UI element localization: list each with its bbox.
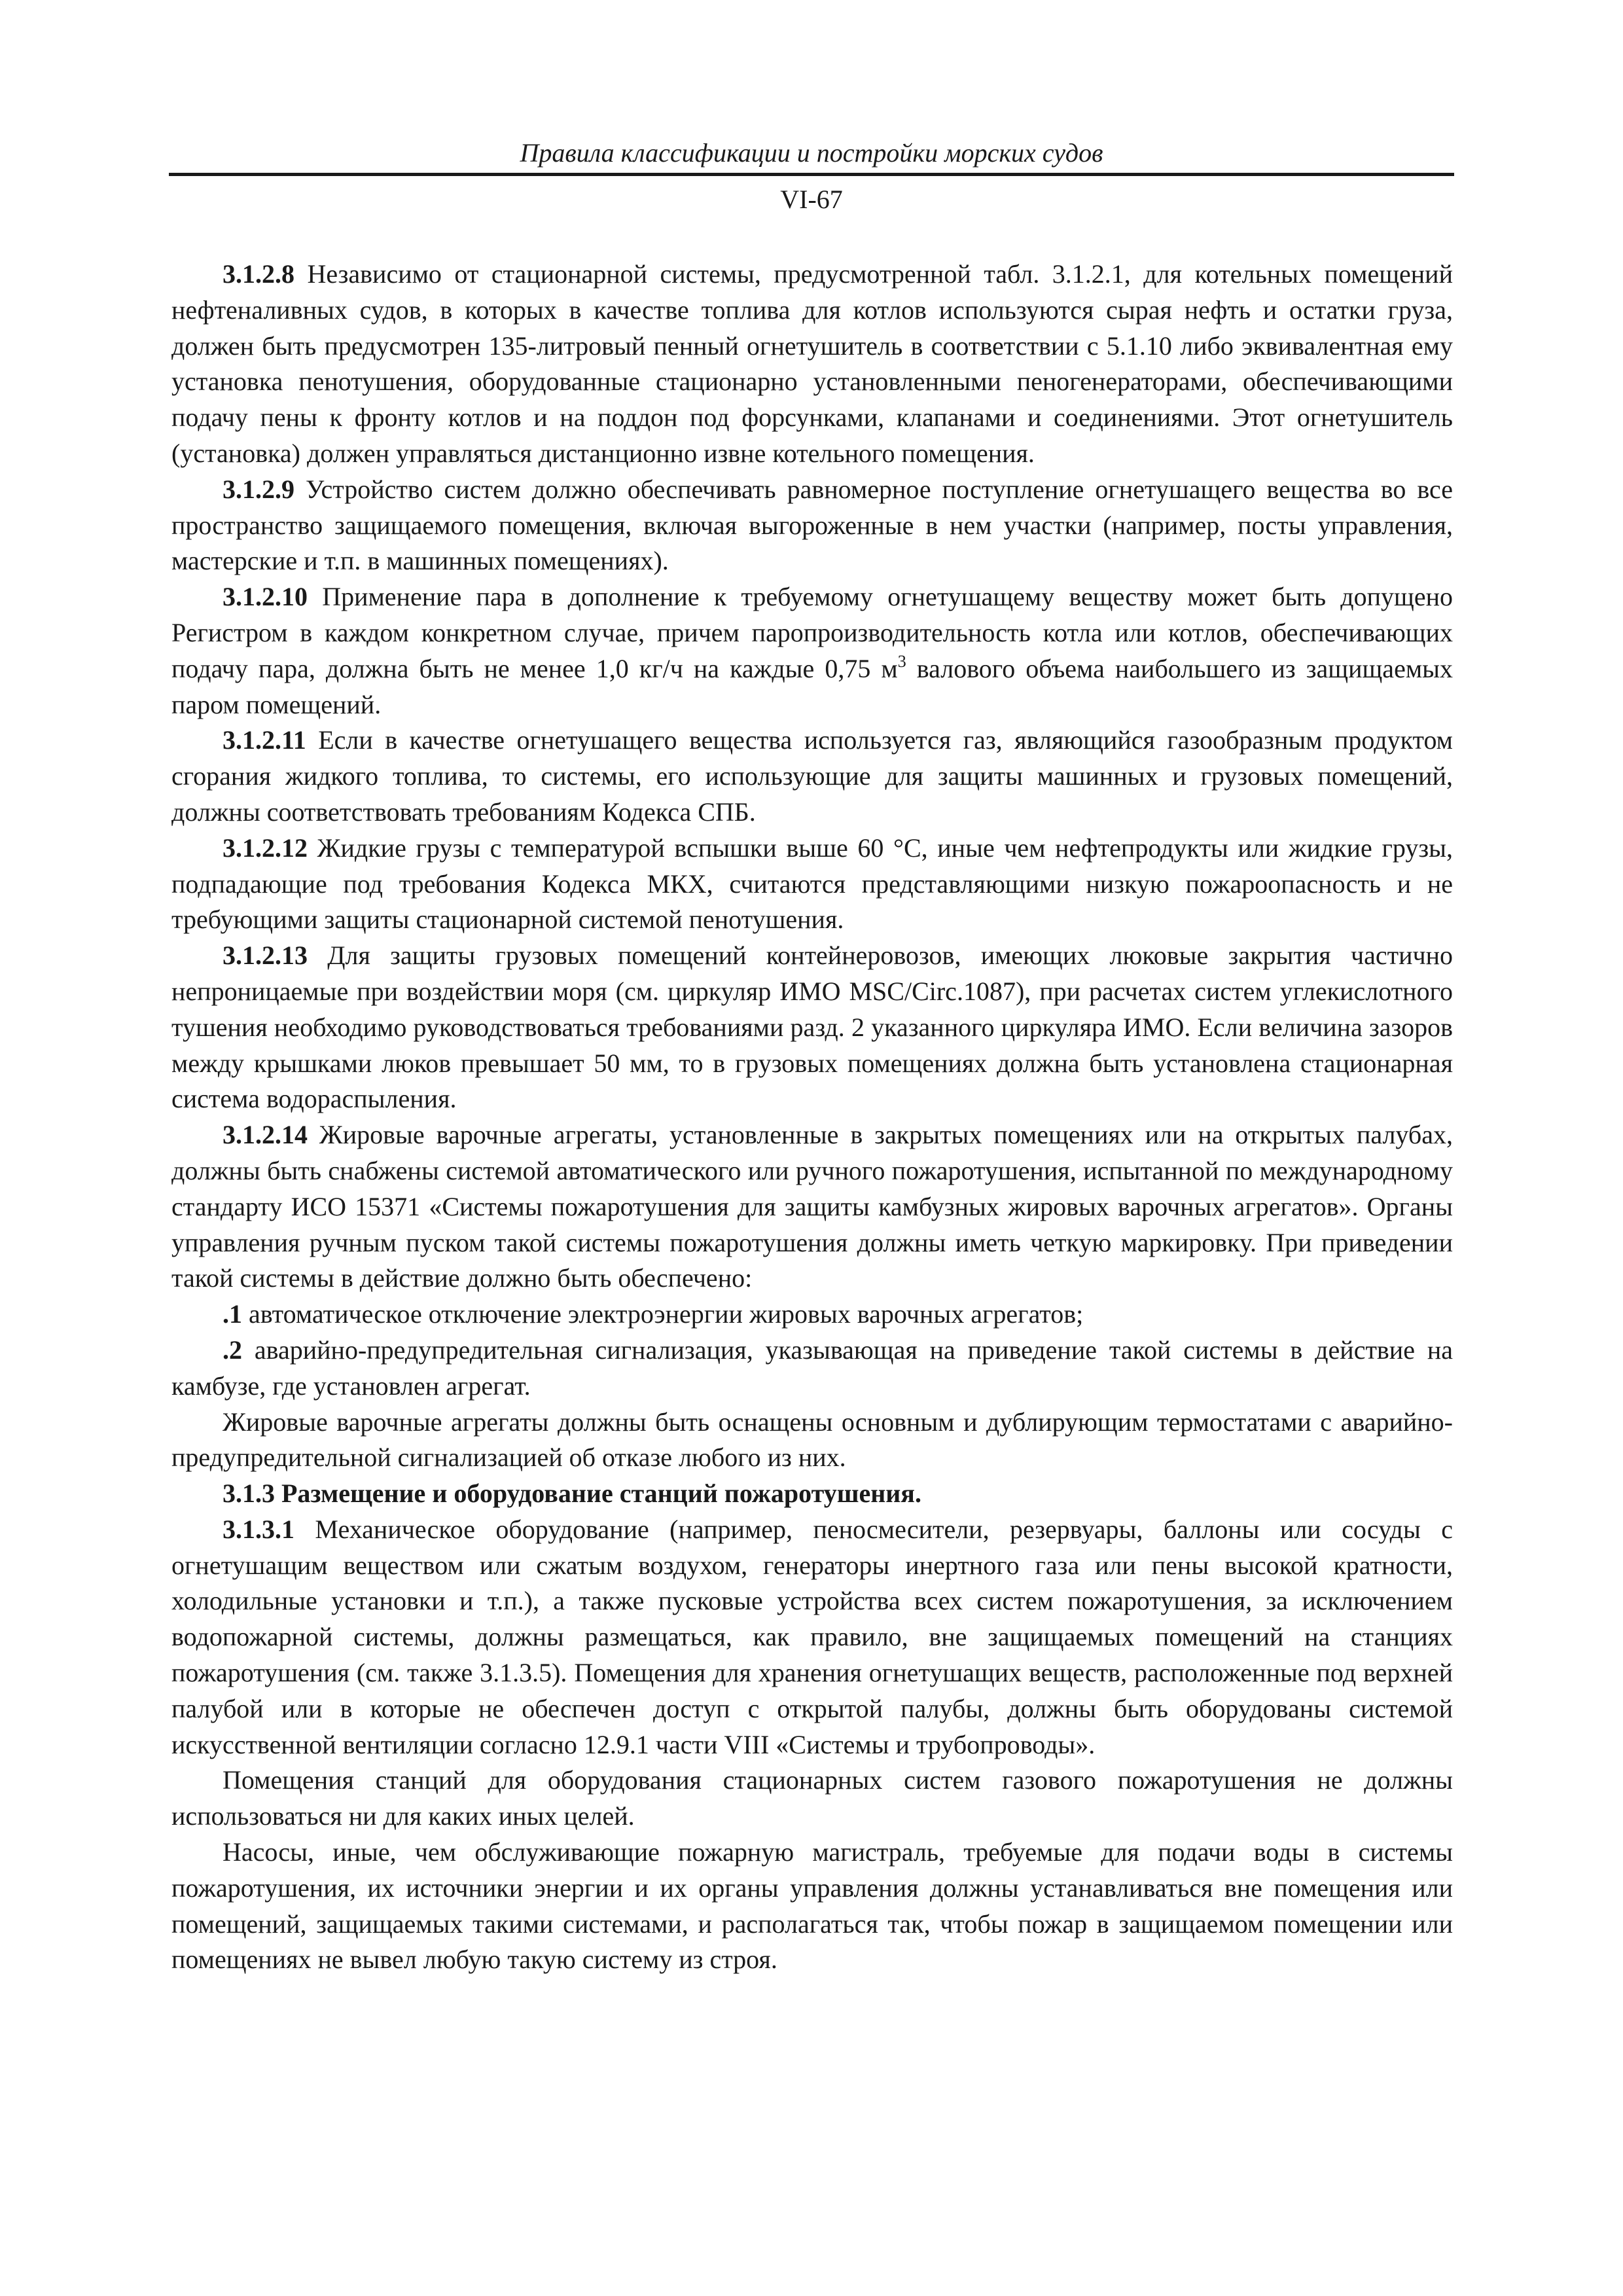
list-item-1	[171, 1297, 1453, 1333]
paragraph-text: Механическое оборудование (например, пеносмесители, резервуары, баллоны или сосуды с огнетушащим веществом или сжатым воздухом, генераторы инертного газа или пены высокой кратности, холодильные установки и т.п.), а также пусковые устройства всех систем пожаротушения, за исключением водопожарной системы, должны размещаться, как правило, вне защищаемых помещений на станциях пожаротушения (см. также 3.1.3.5). Помещения для хранения огнетушащих веществ, расположенные под верхней палубой или в которые не обеспечен доступ с открытой палубы, должны быть оборудованы системой искусственной вентиляции согласно 12.9.1 части VIII «Системы и трубопроводы».	[171, 1514, 1453, 1759]
header-rule	[169, 173, 1454, 176]
superscript: 3	[897, 651, 906, 671]
paragraph-text: Применение пара в дополнение к требуемому огнетушащему веществу может быть допущено Регистром в каждом конкретном случае, причем паропроизводительность котла или котлов, обеспечивающих подачу пара, должна быть не менее 1,0 кг/ч на каждые 0,75 м	[171, 582, 1453, 683]
clause-number: 3.1.2.11	[223, 725, 306, 755]
paragraph-3-1-3-1	[171, 1512, 1453, 1763]
list-item-2	[171, 1333, 1453, 1405]
paragraph-text: Устройство систем должно обеспечивать равномерное поступление огнетушащего вещества во все пространство защищаемого помещения, включая выгороженные в нем участки (например, посты управления, мастерские и т.п. в машинных помещениях).	[171, 474, 1453, 576]
paragraph-text: Насосы, иные, чем обслуживающие пожарную магистраль, требуемые для подачи воды в системы пожаротушения, их источники энергии и их органы управления должны устанавливаться вне помещения или помещений, защищаемых такими системами, и располагаться так, чтобы пожар в защищаемом помещении или помещениях не вывел любую такую систему из строя.	[171, 1837, 1453, 1975]
paragraph-text: Жировые варочные агрегаты должны быть оснащены основным и дублирующим термостатами с аварийно-предупредительной сигнализацией об отказе любого из них.	[171, 1407, 1453, 1473]
paragraph-text: Жировые варочные агрегаты, установленные в закрытых помещениях или на открытых палубах, должны быть снабжены системой автоматического или ручного пожаротушения, испытанной по международному стандарту ИСО 15371 «Системы пожаротушения для защиты камбузных жировых варочных агрегатов». Органы управления ручным пуском такой системы пожаротушения должны иметь четкую маркировку. При приведении такой системы в действие должно быть обеспечено:	[171, 1120, 1453, 1293]
paragraph-text: автоматическое отключение электроэнергии жировых варочных агрегатов;	[242, 1299, 1084, 1329]
section-heading: 3.1.3 Размещение и оборудование станций пожаротушения.	[223, 1479, 921, 1509]
clause-number: 3.1.2.10	[223, 582, 308, 612]
running-title: Правила классификации и постройки морских судов	[520, 138, 1103, 168]
list-marker: .1	[223, 1299, 242, 1329]
paragraph-text: Жидкие грузы с температурой вспышки выше 60 °С, иные чем нефтепродукты или жидкие грузы, подпадающие под требования Кодекса МКХ, считаются представляющими низкую пожароопасность и не требующими защиты стационарной системой пенотушения.	[171, 833, 1453, 935]
paragraph-3-1-2-12	[171, 831, 1453, 938]
paragraph-3-1-2-9	[171, 472, 1453, 579]
paragraph-text: Независимо от стационарной системы, предусмотренной табл. 3.1.2.1, для котельных помещений нефтеналивных судов, в которых в качестве топлива для котлов используются сырая нефть и остатки груза, должен быть предусмотрен 135-литровый пенный огнетушитель в соответствии с 5.1.10 либо эквивалентная ему установка пенотушения, оборудованные стационарно установленными пеногенераторами, обеспечивающими подачу пены к фронту котлов и на поддон под форсунками, клапанами и соединениями. Этот огнетушитель (установка) должен управляться дистанционно извне котельного помещения.	[171, 259, 1453, 468]
paragraph-3-1-2-13	[171, 938, 1453, 1117]
paragraph-text: аварийно-предупредительная сигнализация, указывающая на приведение такой системы в действие на камбузе, где установлен агрегат.	[171, 1335, 1453, 1401]
paragraph-text: Помещения станций для оборудования стационарных систем газового пожаротушения не должны использоваться ни для каких иных целей.	[171, 1765, 1453, 1831]
clause-number: 3.1.2.8	[223, 259, 294, 289]
paragraph-3-1-2-8	[171, 257, 1453, 472]
paragraph-text-continued: валового объема наибольшего из защищаемых паром помещений.	[171, 653, 1454, 719]
paragraph-thermostats	[171, 1405, 1453, 1477]
paragraph-3-1-2-10	[171, 579, 1453, 723]
clause-number: 3.1.3.1	[223, 1514, 294, 1544]
paragraph-3-1-2-14	[171, 1117, 1453, 1297]
clause-number: 3.1.2.14	[223, 1120, 308, 1150]
section-heading-3-1-3	[171, 1476, 1453, 1512]
page-header	[169, 136, 1454, 217]
paragraph-3-1-2-11	[171, 723, 1453, 830]
document-body	[171, 257, 1453, 1978]
paragraph-pumps	[171, 1835, 1453, 1978]
paragraph-text: Если в качестве огнетушащего вещества используется газ, являющийся газообразным продуктом сгорания жидкого топлива, то системы, его использующие для защиты машинных и грузовых помещений, должны соответствовать требованиям Кодекса СПБ.	[171, 725, 1453, 827]
list-marker: .2	[223, 1335, 242, 1365]
page-number: VI-67	[780, 185, 843, 214]
clause-number: 3.1.2.9	[223, 474, 294, 504]
paragraph-station-premises	[171, 1763, 1453, 1835]
clause-number: 3.1.2.13	[223, 941, 308, 971]
clause-number: 3.1.2.12	[223, 833, 308, 863]
paragraph-text: Для защиты грузовых помещений контейнеровозов, имеющих люковые закрытия частично непроницаемые при воздействии моря (см. циркуляр ИМО MSC/Circ.1087), при расчетах систем углекислотного тушения необходимо руководствоваться требованиями разд. 2 указанного циркуляра ИМО. Если величина зазоров между крышками люков превышает 50 мм, то в грузовых помещениях должна быть установлена стационарная система водораспыления.	[171, 941, 1453, 1114]
